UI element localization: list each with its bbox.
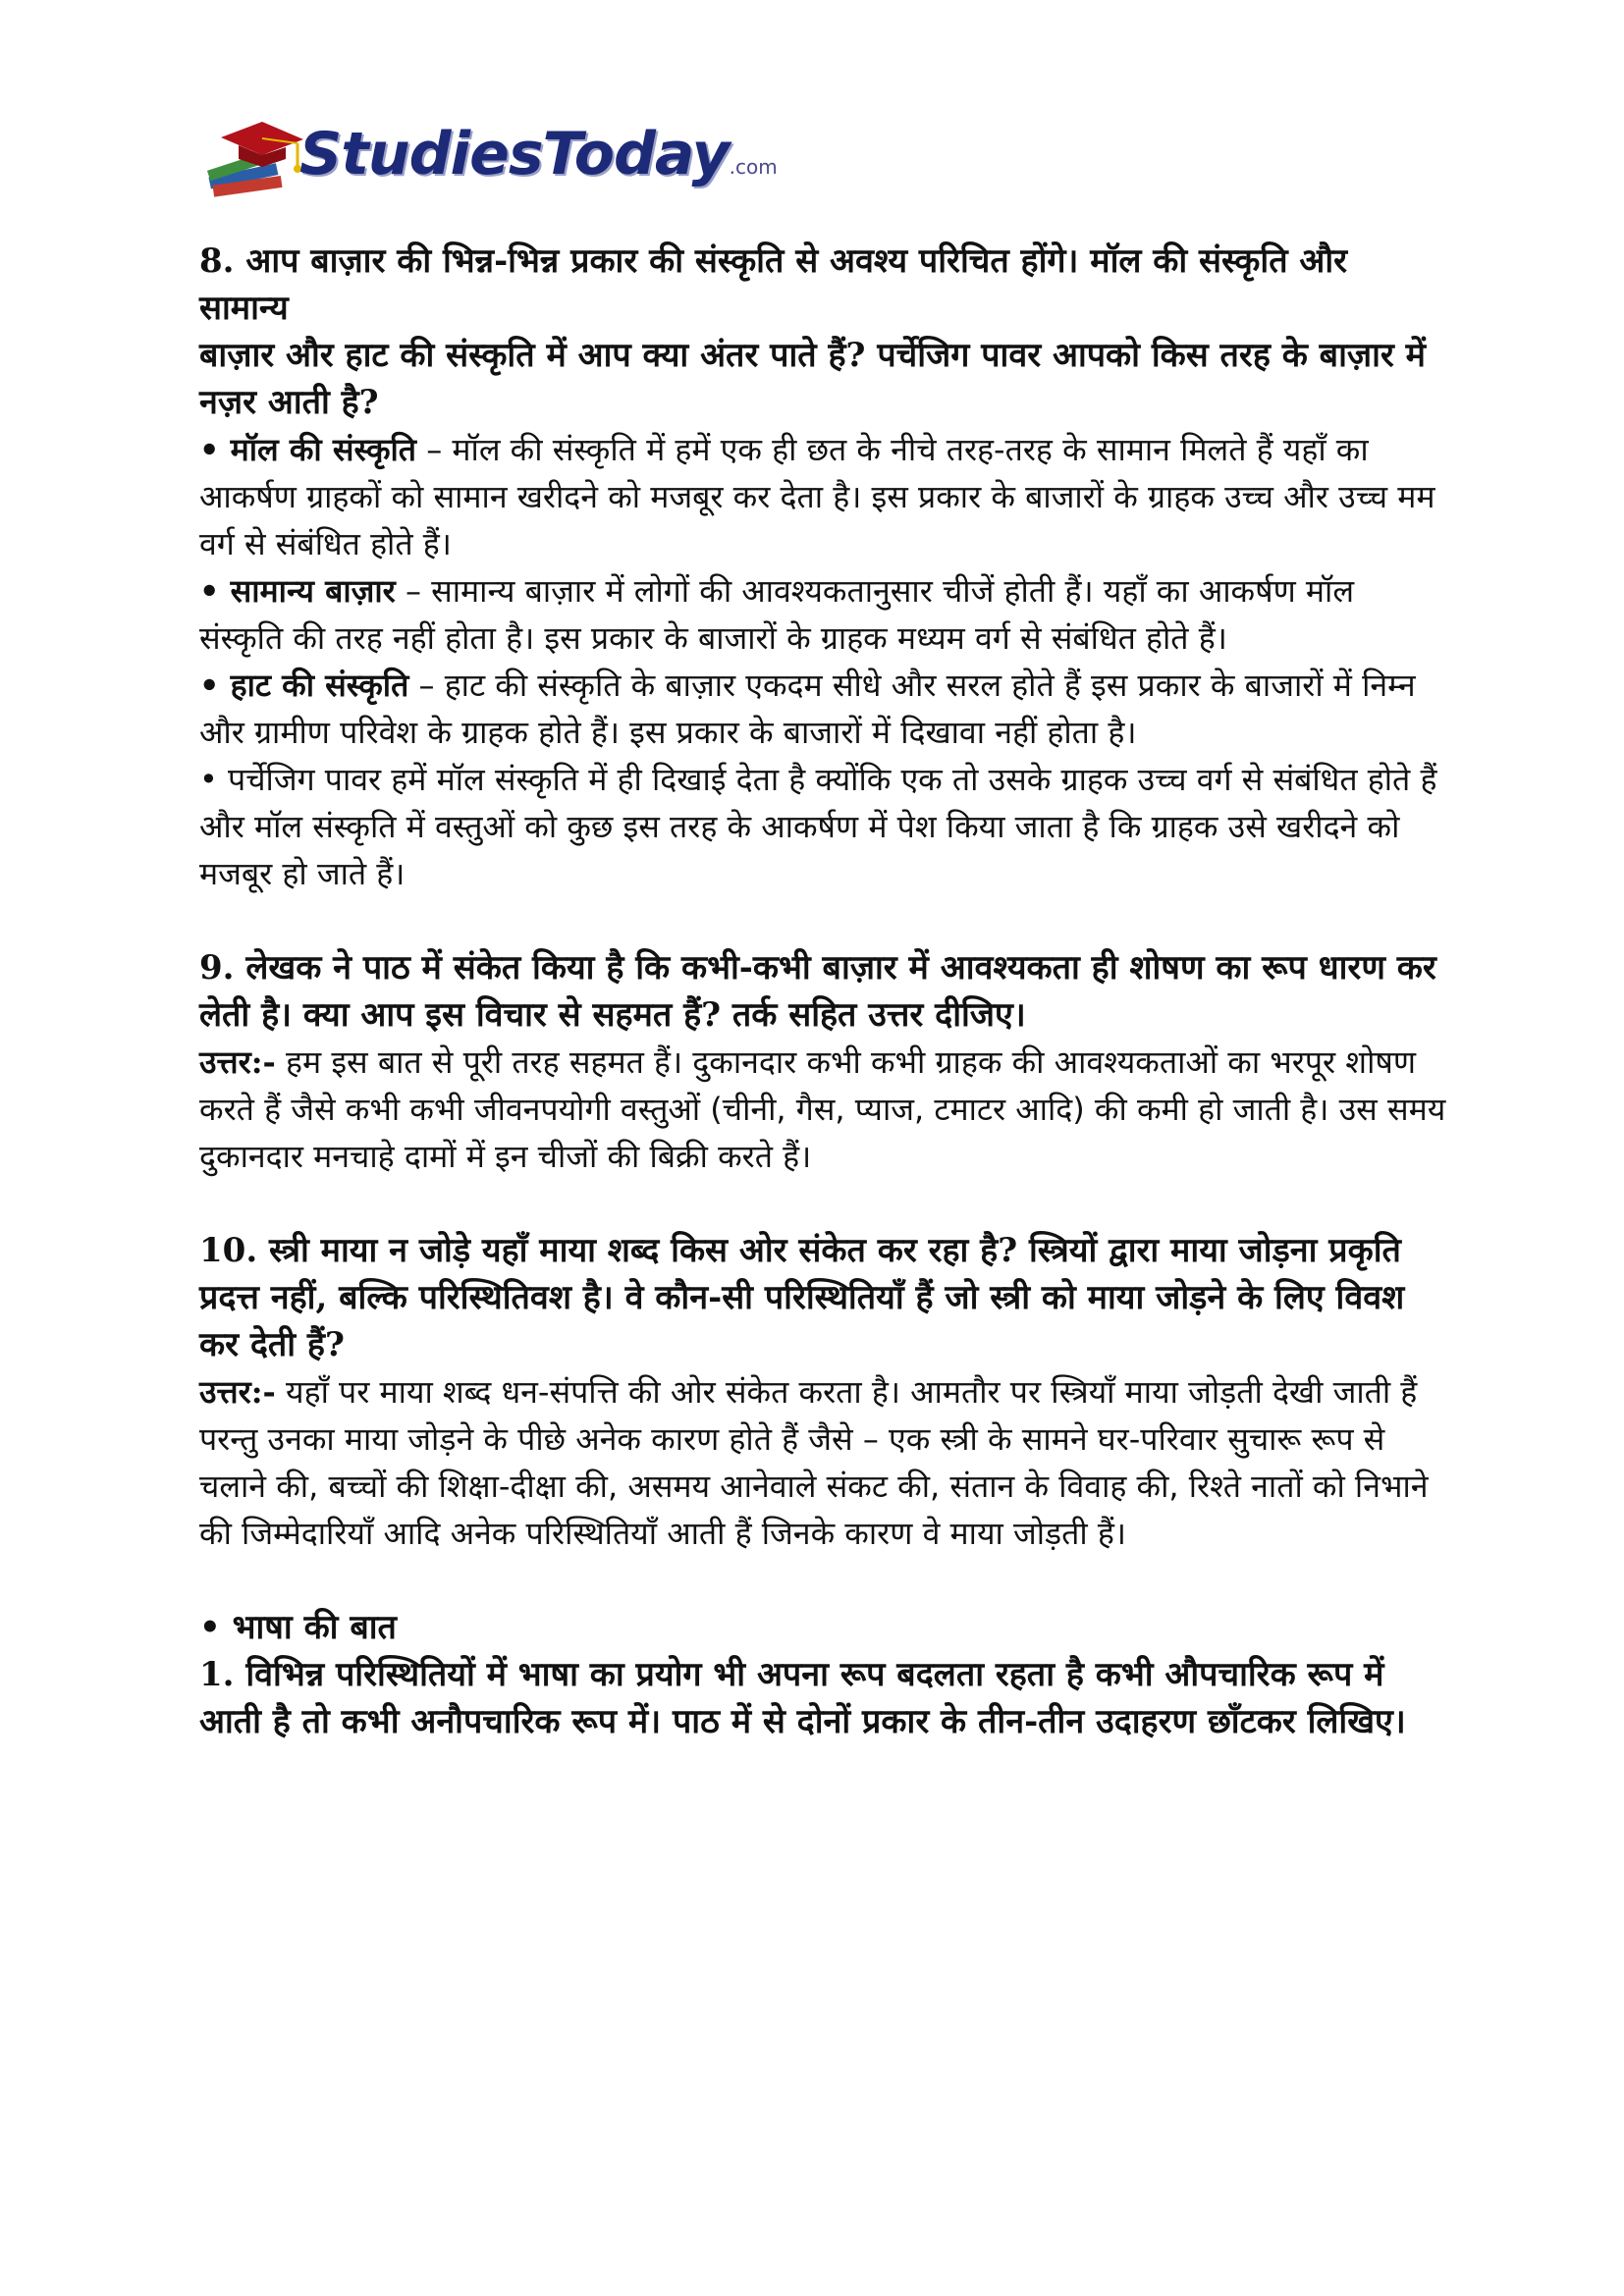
language-section-heading: • भाषा की बात bbox=[199, 1608, 397, 1647]
answer-10-text: यहाँ पर माया शब्द धन-संपत्ति की ओर संकेत करता है। आमतौर पर स्त्रियाँ माया जोड़ती देखी जाती हैं परन्तु उनका माया जोड़ने के पीछे अनेक कारण होते हैं जैसे – एक स्त्री के सामने घर-परिवार सुचारू रूप से चलाने की, बच्चों की शिक्षा-दीक्षा की, असमय आनेवाले संकट की, संतान के विवाह की, रिश्ते नातों को निभाने की जिम्मेदारियाँ आदि अनेक परिस्थितियाँ आती हैं जिनके कारण वे माया जोड़ती हैं। bbox=[199, 1373, 1429, 1552]
question-10-title: 10. स्त्री माया न जोड़े यहाँ माया शब्द किस ओर संकेत कर रहा है? स्त्रियों द्वारा माया जोड़ना प्रकृति प्रदत्त नहीं, बल्कि परिस्थितिवश है। वे कौन-सी परिस्थितियाँ हैं जो स्त्री को माया जोड़ने के लिए विवश कर देती हैं? bbox=[199, 1231, 1405, 1364]
haat-culture-label: • हाट की संस्कृति bbox=[199, 667, 409, 704]
logo-wordmark bbox=[299, 120, 778, 188]
mall-culture-text: – मॉल की संस्कृति में हमें एक ही छत के नीचे तरह-तरह के सामान मिलते हैं यहाँ का आकर्षण ग्राहकों को सामान खरीदने को मजबूर कर देता है। इस प्रकार के बाजारों के ग्राहक उच्च और उच्च मम वर्ग से संबंधित होते हैं। bbox=[199, 431, 1435, 562]
studiestoday-logo[interactable] bbox=[201, 110, 778, 208]
logo-brand: StudiesToday bbox=[299, 120, 730, 188]
answer-10-label: उत्तर:- bbox=[199, 1373, 276, 1411]
mall-culture-label: • मॉल की संस्कृति bbox=[199, 431, 417, 468]
question-8-title-line1: 8. आप बाज़ार की भिन्न-भिन्न प्रकार की संस्कृति से अवश्य परिचित होंगे। मॉल की संस्कृति और सामान्य bbox=[199, 241, 1348, 328]
logo-domain: .com bbox=[729, 155, 778, 179]
answer-8-purchasing-power: • पर्चेजिग पावर हमें मॉल संस्कृति में ही दिखाई देता है क्योंकि एक तो उसके ग्राहक उच्च वर्ग से संबंधित होते हैं और मॉल संस्कृति में वस्तुओं को कुछ इस तरह के आकर्षण में पेश किया जाता है कि ग्राहक उसे खरीदने को मजबूर हो जाते हैं। bbox=[199, 761, 1437, 892]
spacer bbox=[199, 897, 1446, 944]
spacer bbox=[199, 1557, 1446, 1604]
graduation-cap-books-icon bbox=[201, 110, 309, 208]
general-market-label: • सामान्य बाज़ार bbox=[199, 572, 396, 610]
answer-10 bbox=[199, 1368, 1446, 1557]
general-market-text: – सामान्य बाज़ार में लोगों की आवश्यकतानुसार चीजें होती हैं। यहाँ का आकर्षण मॉल संस्कृति की तरह नहीं होता है। इस प्रकार के बाजारों के ग्राहक मध्यम वर्ग से संबंधित होते हैं। bbox=[199, 572, 1355, 657]
question-8-title-line2: बाज़ार और हाट की संस्कृति में आप क्या अंतर पाते हैं? पर्चेजिग पावर आपको किस तरह के बाज़ार में नज़र आती है? bbox=[199, 336, 1427, 422]
answer-8-general-market bbox=[199, 567, 1446, 662]
document-content bbox=[199, 238, 1446, 1745]
spacer bbox=[199, 1180, 1446, 1227]
language-question-1: 1. विभिन्न परिस्थितियों में भाषा का प्रयोग भी अपना रूप बदलता रहता है कभी औपचारिक रूप में आती है तो कभी अनौपचारिक रूप में। पाठ में से दोनों प्रकार के तीन-तीन उदाहरण छाँटकर लिखिए। bbox=[199, 1655, 1406, 1741]
question-9-title: 9. लेखक ने पाठ में संकेत किया है कि कभी-कभी बाज़ार में आवश्यकता ही शोषण का रूप धारण कर लेती है। क्या आप इस विचार से सहमत हैं? तर्क सहित उत्तर दीजिए। bbox=[199, 948, 1436, 1035]
answer-9-label: उत्तर:- bbox=[199, 1043, 276, 1081]
answer-9 bbox=[199, 1039, 1446, 1180]
answer-8-haat-culture bbox=[199, 662, 1446, 756]
haat-culture-text: – हाट की संस्कृति के बाज़ार एकदम सीधे और सरल होते हैं इस प्रकार के बाजारों में निम्न और ग्रामीण परिवेश के ग्राहक होते हैं। इस प्रकार के बाजारों में दिखावा नहीं होता है। bbox=[199, 667, 1416, 751]
answer-8-mall-culture bbox=[199, 426, 1446, 567]
answer-9-text: हम इस बात से पूरी तरह सहमत हैं। दुकानदार कभी कभी ग्राहक की आवश्यकताओं का भरपूर शोषण करते हैं जैसे कभी कभी जीवनपयोगी वस्तुओं (चीनी, गैस, प्याज, टमाटर आदि) की कमी हो जाती है। उस समय दुकानदार मनचाहे दामों में इन चीजों की बिक्री करते हैं। bbox=[199, 1043, 1446, 1175]
